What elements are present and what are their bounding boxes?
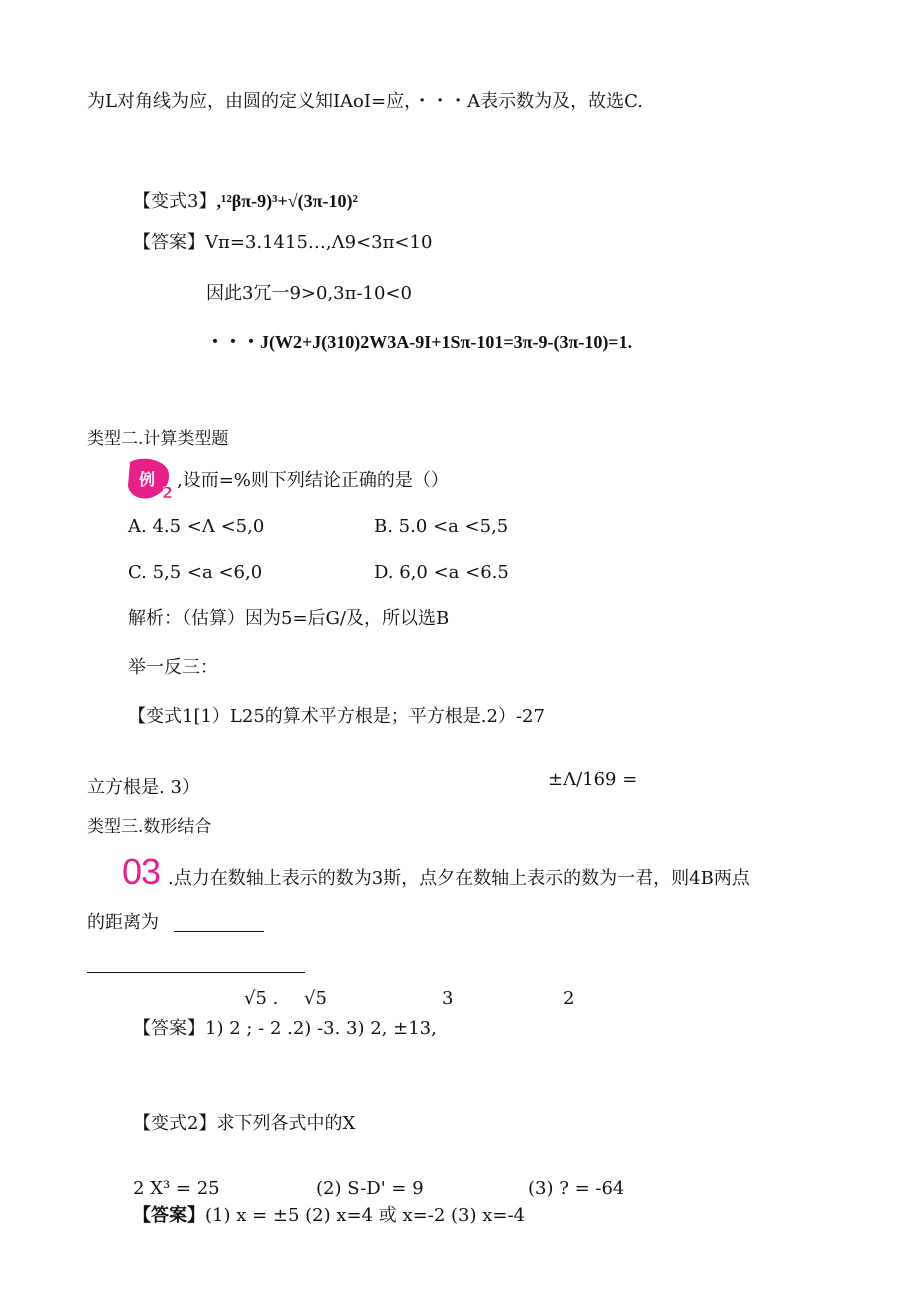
- section-heading-type-2: 类型二.计算类型题: [87, 429, 229, 449]
- blank-line-short: [174, 931, 264, 932]
- section-heading-type-3: 类型三.数形结合: [87, 817, 212, 837]
- example-3-text-2: 的距离为: [87, 912, 159, 933]
- fraction-numerator-3: 3: [442, 988, 454, 1009]
- fraction-numerator-1: √5 .: [244, 988, 279, 1009]
- separator-line: [87, 972, 305, 973]
- badge-number: 2: [162, 483, 174, 502]
- answer-variant-1-line: [133, 1018, 437, 1040]
- answer-tag-3: 【答案】: [133, 1205, 205, 1225]
- text-line-1: 为L对角线为应，由圆的定义知IAoI=应，・・・A表示数为及，故选C.: [87, 91, 643, 112]
- option-b: B. 5.0 <a <5,5: [374, 516, 509, 537]
- juyi-line: 举一反三：: [128, 657, 218, 678]
- answer-3-text: Vπ=3.1415…,Λ9<3π<10: [205, 232, 433, 253]
- equation-2: (2) S-D' = 9: [316, 1178, 424, 1199]
- example-badge-icon: [124, 456, 174, 502]
- variant-3-tag: 【变式3】: [133, 191, 217, 212]
- plus-minus-expression: ±Λ/169 =: [548, 769, 638, 790]
- hence-line: 因此3冗一9>0,3π-10<0: [206, 283, 412, 304]
- fraction-numerator-2: √5: [304, 988, 327, 1009]
- conclusion-expression: ・・・J(W2+J(310)2W3A-9I+1Sπ-101=3π-9-(3π-10)=1.: [206, 332, 633, 352]
- variant-3-expression: ,¹²βπ-9)³+√(3π-10)²: [216, 191, 358, 211]
- answer-3-line: [133, 232, 432, 254]
- example-3-number: 03: [122, 851, 161, 892]
- answer-variant-2-text: (1) x = ±5 (2) x=4 或 x=-2 (3) x=-4: [205, 1205, 525, 1226]
- option-a: A. 4.5 <Λ <5,0: [128, 516, 265, 537]
- cube-root-line: 立方根是. 3）: [87, 777, 200, 798]
- equation-3: (3) ? = -64: [528, 1178, 625, 1199]
- badge-label: 例: [139, 470, 156, 489]
- example-3-text: .点力在数轴上表示的数为3斯，点夕在数轴上表示的数为一君，则4B两点: [168, 868, 750, 889]
- example-2-text: ,设而=%则下列结论正确的是（）: [177, 470, 449, 491]
- answer-tag: 【答案】: [133, 232, 205, 253]
- variant-1-line: 【变式1[1）L25的算术平方根是；平方根是.2）-27: [128, 706, 545, 727]
- analysis-line: 解析：（估算）因为5=后G/及，所以选B: [128, 608, 450, 629]
- answer-variant-2-line: [133, 1204, 525, 1227]
- option-c: C. 5,5 <a <6,0: [128, 562, 263, 583]
- equation-1: 2 X³ = 25: [133, 1178, 220, 1199]
- variant-3-line: [133, 190, 358, 213]
- answer-variant-1-text: 1) 2 ; - 2 .2) -3. 3) 2, ±13,: [205, 1018, 437, 1039]
- answer-tag-2: 【答案】: [133, 1018, 205, 1039]
- fraction-numerator-4: 2: [563, 988, 575, 1009]
- variant-2-line: 【变式2】求下列各式中的X: [133, 1113, 356, 1134]
- option-d: D. 6,0 <a <6.5: [374, 562, 509, 583]
